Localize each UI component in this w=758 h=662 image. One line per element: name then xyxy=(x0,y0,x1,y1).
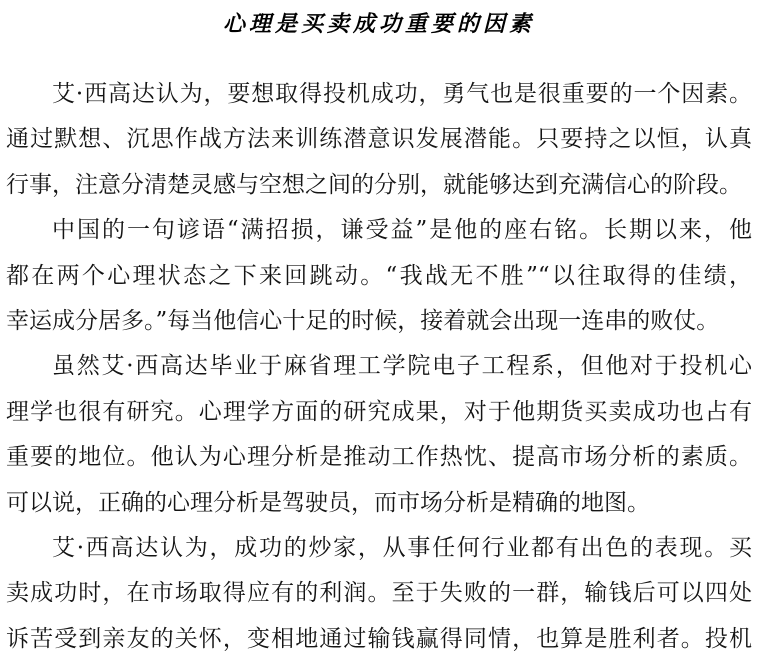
text-line-3: 行事，注意分清楚灵感与空想之间的分别，就能够达到充满信心的阶段。 xyxy=(6,171,742,198)
text-line-4: 中国的一句谚语“满招损，谦受益”是他的座右铭。长期以来，他 xyxy=(52,217,752,244)
text-line-2: 通过默想、沉思作战方法来训练潜意识发展潜能。只要持之以恒，认真 xyxy=(6,126,752,153)
text-line-8: 理学也很有研究。心理学方面的研究成果，对于他期货买卖成功也占有 xyxy=(6,398,752,425)
text-line-13: 诉苦受到亲友的关怀，变相地通过输钱赢得同情，也算是胜利者。投机 xyxy=(6,625,752,652)
document-body xyxy=(6,72,752,662)
text-line-11: 艾·西高达认为，成功的炒家，从事任何行业都有出色的表现。买 xyxy=(52,534,752,561)
document-title: 心理是买卖成功重要的因素 xyxy=(222,12,535,37)
text-line-10: 可以说，正确的心理分析是驾驶员，而市场分析是精确的地图。 xyxy=(6,489,650,516)
text-line-12: 卖成功时，在市场取得应有的利润。至于失败的一群，输钱后可以四处 xyxy=(6,580,752,607)
text-line-5: 都在两个心理状态之下来回跳动。“我战无不胜”“以往取得的佳绩， xyxy=(6,262,752,289)
text-line-9: 重要的地位。他认为心理分析是推动工作热忱、提高市场分析的素质。 xyxy=(6,444,752,471)
text-line-7: 虽然艾·西高达毕业于麻省理工学院电子工程系，但他对于投机心 xyxy=(52,353,752,380)
text-line-6: 幸运成分居多。”每当他信心十足的时候，接着就会出现一连串的败仗。 xyxy=(6,307,720,334)
text-line-1: 艾·西高达认为，要想取得投机成功，勇气也是很重要的一个因素。 xyxy=(52,81,752,107)
